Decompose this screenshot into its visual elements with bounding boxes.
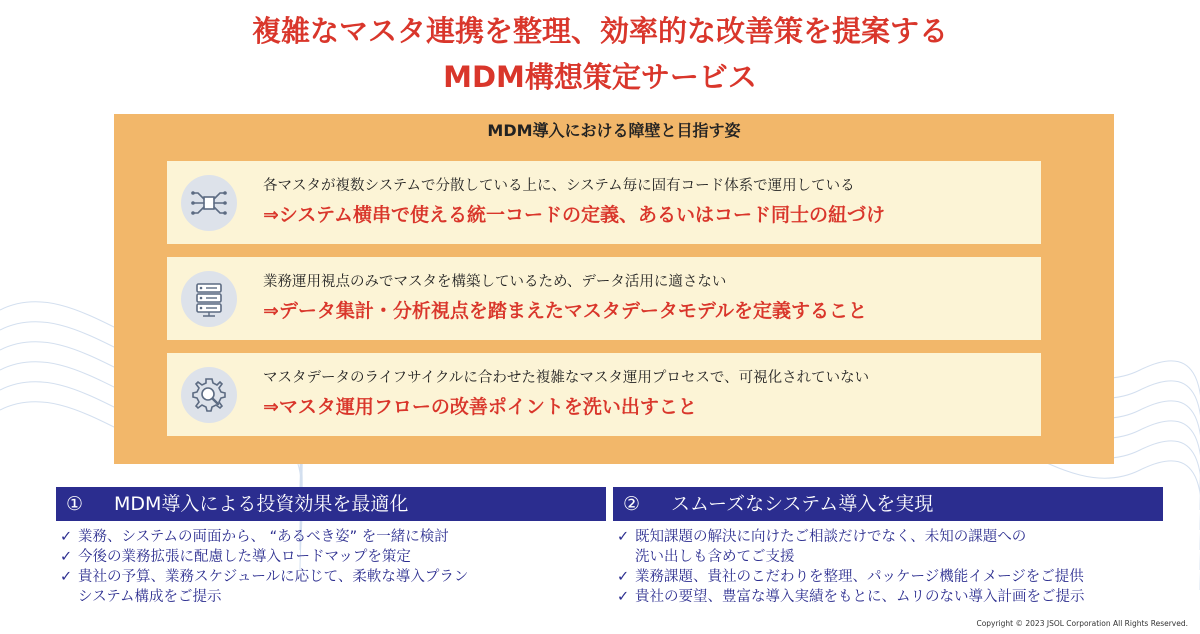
panel-heading: MDM導入における障壁と目指す姿 <box>487 121 741 140</box>
heading-text: MDM導入による投資効果を最適化 <box>114 493 409 515</box>
page-title <box>0 8 1200 100</box>
barrier-row-3 <box>167 353 1041 436</box>
barrier-solution-text: ⇒システム横串で使える統一コードの定義、あるいはコード同士の紐づけ <box>263 204 886 226</box>
title-line-1: 複雑なマスタ連携を整理、効率的な改善策を提案する <box>251 14 948 48</box>
check-icon: ✓ <box>60 549 73 565</box>
heading-number: ① <box>66 493 84 515</box>
circuit-chip-icon <box>181 175 237 231</box>
benefit-column-1 <box>56 487 606 607</box>
barrier-problem-text: 業務運用視点のみでマスタを構築しているため、データ活用に適さない <box>263 274 727 290</box>
check-icon: ✓ <box>60 569 73 585</box>
list-item: ✓ 今後の業務拡張に配慮した導入ロードマップを策定 <box>60 549 411 565</box>
list-item: ✓ 貴社の予算、業務スケジュールに応じて、柔軟な導入プラン システム構成をご提示 <box>60 567 606 607</box>
benefit-column-2 <box>613 487 1163 607</box>
check-icon: ✓ <box>617 589 630 605</box>
benefit-list <box>613 527 1163 607</box>
heading-text: スムーズなシステム導入を実現 <box>671 493 934 515</box>
list-item: ✓ 既知課題の解決に向けたご相談だけでなく、未知の課題への 洗い出しも含めてご支援 <box>617 527 1163 567</box>
check-icon: ✓ <box>617 529 630 545</box>
list-item: ✓ 貴社の要望、豊富な導入実績をもとに、ムリのない導入計画をご提示 <box>617 589 1085 605</box>
copyright-notice: Copyright © 2023 JSOL Corporation All Rights Reserved. <box>976 619 1188 628</box>
barriers-panel <box>114 114 1114 464</box>
list-item-continuation: システム構成をご提示 <box>78 589 222 605</box>
benefit-list <box>56 527 606 607</box>
barrier-solution-text: ⇒データ集計・分析視点を踏まえたマスタデータモデルを定義すること <box>263 300 867 322</box>
server-stack-icon <box>181 271 237 327</box>
check-icon: ✓ <box>617 569 630 585</box>
check-icon: ✓ <box>60 529 73 545</box>
barrier-problem-text: マスタデータのライフサイクルに合わせた複雑なマスタ運用プロセスで、可視化されていない <box>263 370 870 386</box>
barrier-solution-text: ⇒マスタ運用フローの改善ポイントを洗い出すこと <box>263 396 697 418</box>
heading-number: ② <box>623 493 641 515</box>
benefit-column-heading <box>56 487 606 521</box>
benefit-column-heading <box>613 487 1163 521</box>
title-line-2: MDM構想策定サービス <box>443 60 757 94</box>
list-item: ✓ 業務、システムの両面から、 “あるべき姿” を一緒に検討 <box>60 529 449 545</box>
barrier-row-2 <box>167 257 1041 340</box>
gear-search-icon <box>181 367 237 423</box>
list-item: ✓ 業務課題、貴社のこだわりを整理、パッケージ機能イメージをご提供 <box>617 569 1084 585</box>
barrier-row-1 <box>167 161 1041 244</box>
list-item-continuation: 洗い出しも含めてご支援 <box>635 549 795 565</box>
barrier-problem-text: 各マスタが複数システムで分散している上に、システム毎に固有コード体系で運用している <box>263 178 855 194</box>
